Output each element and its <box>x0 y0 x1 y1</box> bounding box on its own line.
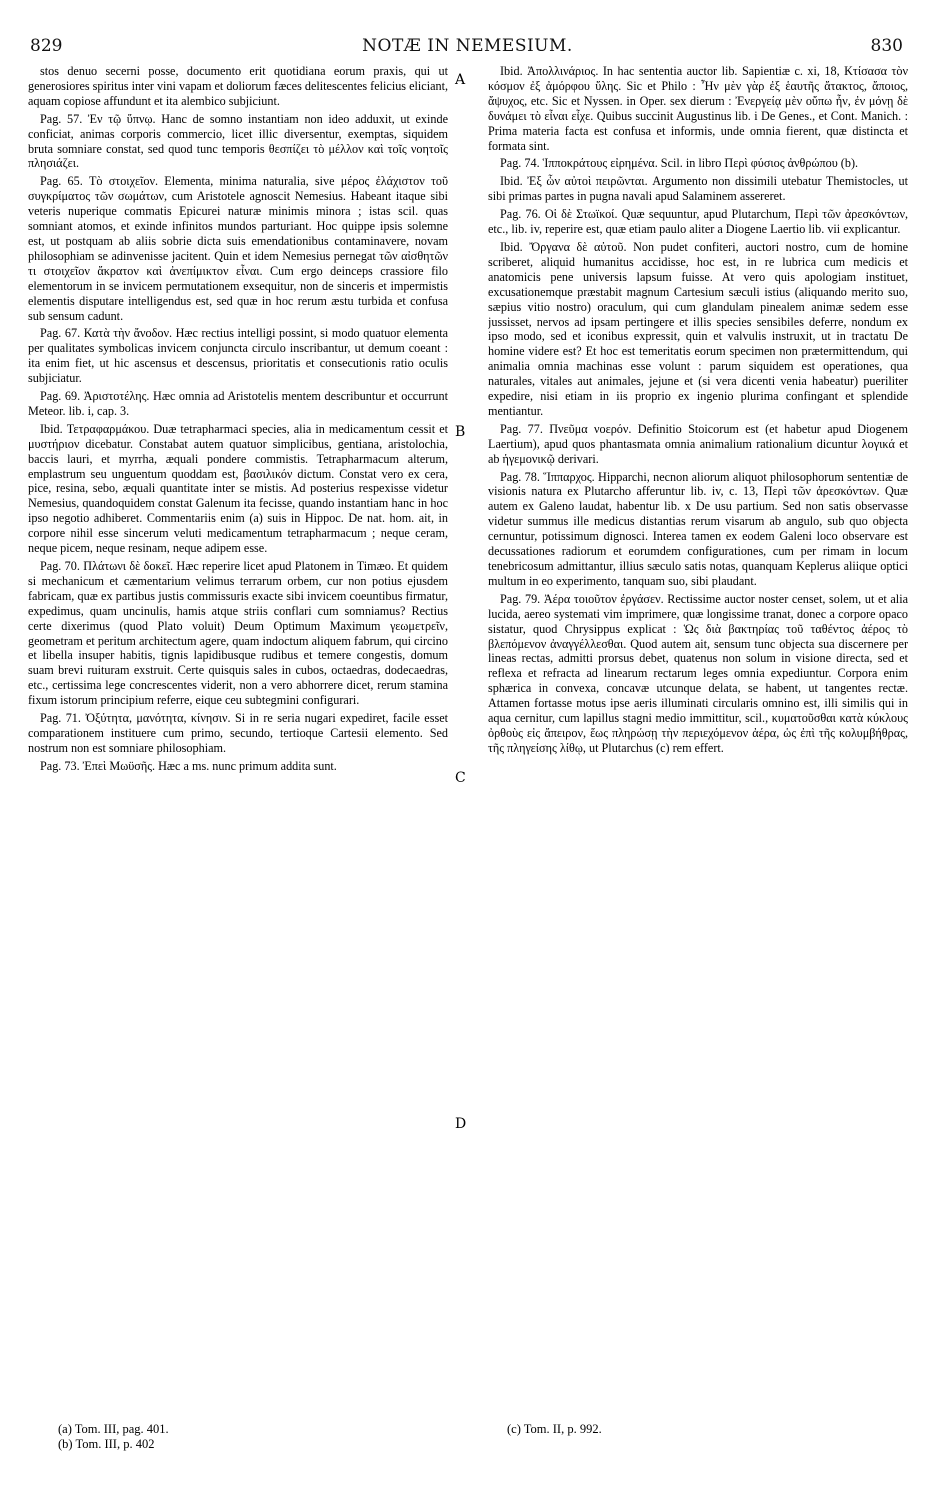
paragraph: Pag. 78. Ἵππαρχος. Hipparchi, necnon aliorum aliquot philosophorum sententiæ de visionis natura ex Plutarcho afferuntur lib. iv, c. 13, Περὶ τῶν ἀρεσκόντων. Quæ autem ex Galeno laudat, habentur lib. x De usu partium. Sed non satis observasse videtur summus ille medicus distantias rerum visarum ab angulo, sub quo objecta cernuntur, potissimum dignosci. Interea tamen ex eodem Galeni loco observare est decussationes radiorum et eorumdem configurationes, cum per rimam in locum tenebricosum admittantur, illius sæculo satis notas, quanquam Keplerus aliique optici multum in eo experimento, tanquam suo, sibi plaudant. <box>488 469 908 588</box>
paragraph: Pag. 71. Ὀξύτητα, μανότητα, κίνησιν. Si in re seria nugari expediret, facile esset comparationem instituere cum primo, secundo, tertioque Cartesii elemento. Sed nostrum non est somniare philosophiam. <box>28 711 448 755</box>
section-marker-b: B <box>455 424 466 440</box>
running-title: NOTÆ IN NEMESIUM. <box>362 36 573 56</box>
text-columns <box>28 64 908 1394</box>
paragraph: Pag. 74. Ἱπποκράτους εἰρημένα. Scil. in libro Περὶ φύσιος ἀνθρώπου (b). <box>500 156 859 171</box>
paragraph: Pag. 70. Πλάτωνι δὲ δοκεῖ. Hæc reperire licet apud Platonem in Timæo. Et quidem si mechanicum et cæmentarium velimus terrarum orbem, cur non potius ejusdem fabricam, quæ ex partibus justis commissuris exacte sibi invicem coeuntibus firmatur, expedimus, quam uncinulis, hamis atque striis conflari cum somniamus? Rectius certe dixerimus (quod Plato voluit) Deum Optimum Maximum γεωμετρεῖν, geometram et peritum architectum agere, quam indoctum aliquem fabrum, qui circino et libella insuper habitis, tignis lapidibusque rudibus et temere congestis, domum suam brevi ruituram exstruit. Certe quisquis sales in cubos, octaedras, dodecaedras, etc., certissima lege concrescentes viderit, non a vero abhorrere dicet, rerum stamina fixum istorum principium referre, eique ceu subtegmini configurari. <box>28 559 448 708</box>
paragraph: Ibid. Ὄργανα δὲ αὐτοῦ. Non pudet confiteri, auctori nostro, cum de homine scriberet, aliquid humanitus accidisse, hoc est, in re lubrica cum medicis et anatomicis pene universis lapsum fuisse. At vero quis apologiam instituet, excusationemque præstabit magnum Cartesium sæculi istius (aliquando merito suo, sæpius vitio nostro) oraculum, qui cum glandulam pinealem animæ sedem esse jussisset, nervos ad ipsam pertingere et illis species sensibiles deferre, nondum ex ipso modo, sed et iconibus expressit, quin et valvulis instruxit, ut in tractatu De homine videre est? Et hoc est temeritatis eorum specimen non prætermittendum, qui animalia omnia machinas esse volunt : parum siquidem est operationes, qua naturales, vitales aut animales, jejune et (si vera dicenti venia habeatur) pueriliter expedire, nisi etiam in iis proprio ex ingenio plurima confingant et splendide mentiantur. <box>488 239 908 418</box>
footnote: (c) Tom. II, p. 992. <box>507 1422 602 1436</box>
paragraph: Pag. 73. Ἐπεὶ Μωϋσῆς. Hæc a ms. nunc primum addita sunt. <box>40 758 337 773</box>
footnotes-left <box>58 1422 169 1452</box>
section-marker-c: C <box>455 770 466 786</box>
footnotes-right <box>507 1422 602 1437</box>
paragraph: Ibid. Ἐξ ὧν αὐτοὶ πειρῶνται. Argumento non dissimili utebatur Themistocles, ut sibi primas partes in pugna navali apud Salaminem assereret. <box>488 174 908 204</box>
paragraph: Pag. 79. Ἀέρα τοιοῦτον ἐργάσεν. Rectissime auctor noster censet, solem, ut et alia lucida, aereo systemati vim imprimere, quæ longissime tranat, donec a corpore opaco sistatur, quod Chrysippus explicat : Ὡς διὰ βακτηρίας τοῦ ταθέντος ἀέρος τὸ βλεπόμενον ἀναγγέλλεσθαι. Quod autem ait, sensum tunc objecta sua discernere per lineas rectas, admitti prorsus debet, quatenus non solum in visione directa, sed et reflexa et refracta ad linearum rectarum leges omnia expediuntur. Corpora enim sphærica in convexa, concavæ utcunque delata, se habent, ut tangentes rectæ. Attamen fortasse motus ipse aeris illuminati circularis omnino est, illi similis qui in aqua cernitur, cum lapillus stagni medio immittitur, scil., κυματοῦσθαι κατὰ κύκλους ὀρθοὺς εἰς ἄπειρον, ἕως πληρώσῃ τὴν περιεχόμενον ἀέρα, ὡς ἐπὶ τῆς κολυμβήθρας, τῆς πληγείσης λίθῳ, ut Plutarchus (c) rem effert. <box>488 591 908 755</box>
paragraph: Pag. 65. Τὸ στοιχεῖον. Elementa, minima naturalia, sive μέρος ἐλάχιστον τοῦ συγκρίματος τῶν σωμάτων, cum Aristotele agnoscit Nemesius. Habeant itaque sibi veteris nuperique commatis Epicurei naturæ minimis minora ; istas scil. quas somniant atomos, et exinde infinitos mundos parturiant. Hoc quippe ipsis solemne est, ut postquam ab aliis sobrie dicta suis emendationibus contaminavere, novam philosophiam se adinvenisse jacitent. Quin et idem Nemesius pernegat τῶν αἰσθητῶν τι στοιχεῖον ἄκρατον καὶ ἀνεπίμικτον εἶναι. Cum ergo deinceps crassiore filo elementorum in se invicem permutationem exsequitur, non de sinceris et impermistis elementis disputare intelligendus est, sed quæ in hoc rerum æstu turbida et confusa sub sensum cadunt. <box>28 174 448 323</box>
paragraph: Pag. 69. Ἀριστοτέλης. Hæc omnia ad Aristotelis mentem describuntur et occurrunt Meteor. lib. i, cap. 3. <box>28 389 448 418</box>
paragraph: Ibid. Ἀπολλινάριος. In hac sententia auctor lib. Sapientiæ c. xi, 18, Κτίσασα τὸν κόσμον ἐξ ἀμόρφου ὕλης. Sic et Philo : Ἦν μὲν γὰρ ἐξ ἑαυτῆς ἄτακτος, ἄποιος, ἄψυχος, etc. Sic et Nyssen. in Oper. sex dierum : Ἐνεργείᾳ μὲν οὔπω ἦν, ἐν μόνῃ δὲ δυνάμει τὸ εἶναι εἶχε. Quibus succinit Augustinus lib. i De Genes., et Cont. Manich. : Prima materia facta est confusa et informis, unde omnia fierent, quæ distincta et formata sint. <box>488 64 908 153</box>
paragraph: Pag. 57. Ἐν τῷ ὕπνῳ. Hanc de somno instantiam non ideo adduxit, ut exinde conficiat, animas corporis commercio, licet illic diversentur, exemptas, siquidem bruta somniare constat, sed quod tunc temporis θεσπίζει τὸ μέλλον καὶ τοῖς νοητοῖς πλησιάζει. <box>28 111 448 171</box>
running-header <box>28 28 907 58</box>
paragraph: stos denuo secerni posse, documento erit quotidiana eorum praxis, qui ut generosiores spiritus inter vini vapam et doliorum fæces delitescentes felicius eliciant, aquam copiose affundunt et ita alembico subjiciunt. <box>28 64 448 108</box>
section-marker-d: D <box>455 1116 467 1132</box>
left-column <box>28 64 448 1394</box>
right-column <box>488 64 908 1394</box>
paragraph: Ibid. Τετραφαρμάκου. Duæ tetrapharmaci species, alia in medicamentum cessit et μυστήριον dicebatur. Constabat autem quatuor simplicibus, gentiana, aristolochia, baccis lauri, et myrrha, æquali pondere commistis. Tetrapharmacum alterum, emplastrum seu unguentum quoddam est, βασιλικόν dictum. Constat vero ex cera, pice, resina, sebo, æquali quantitate inter se mistis. Ad posterius respexisse videtur Nemesius, quandoquidem constat Galenum ita fecisse, quando instantiam hanc in hoc ipso negotio adhiberet. Commentariis enim (a) suis in Hippoc. De nat. hom. ait, in corpore nihil esse sincerum veluti medicamentum tetrapharmacum ; neque ceram, neque picem, neque resinam, neque adipem esse. <box>28 421 448 556</box>
footnote: (b) Tom. III, p. 402 <box>58 1437 155 1451</box>
page-number-left: 829 <box>30 36 63 56</box>
page-number-right: 830 <box>870 36 903 56</box>
paragraph: Pag. 76. Οἱ δὲ Στωϊκοί. Quæ sequuntur, apud Plutarchum, Περὶ τῶν ἀρεσκόντων, etc., lib. iv, reperire est, quæ etiam paulo aliter a Diogene Laertio lib. vii explicantur. <box>488 207 908 237</box>
section-marker-a: A <box>455 72 466 88</box>
paragraph: Pag. 77. Πνεῦμα νοερόν. Definitio Stoicorum est (et habetur apud Diogenem Laertium), apud quos phantasmata omnia animalium rationalium dicuntur λογικά et ab ἡγεμονικῷ derivari. <box>488 421 908 466</box>
paragraph: Pag. 67. Κατὰ τὴν ἄνοδον. Hæc rectius intelligi possint, si modo quatuor elementa per qualitates symbolicas invicem conjuncta circulo inscribantur, ut demum coeant : ita enim fiet, ut hic ascensus et descensus, prioritatis et consecutionis ratio oculis subjiciatur. <box>28 326 448 386</box>
footnote: (a) Tom. III, pag. 401. <box>58 1422 169 1436</box>
